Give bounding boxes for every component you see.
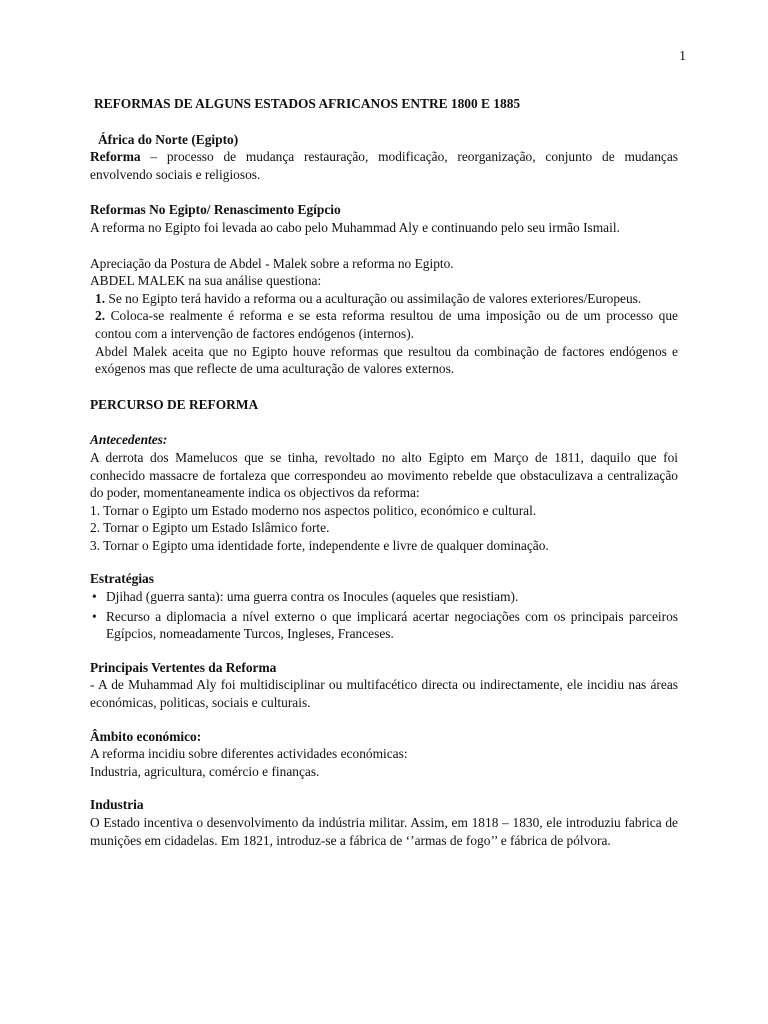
document-body [90, 95, 678, 849]
question-1-text: Se no Egipto terá havido a reforma ou a aculturação ou assimilação de valores exteriores/Europeus. [105, 290, 642, 306]
bullet-text: Djihad (guerra santa): uma guerra contra os Inocules (aqueles que resistiam). [106, 589, 519, 605]
objectivo-item: 2. Tornar o Egipto um Estado Islâmico forte. [90, 520, 330, 536]
document-title: REFORMAS DE ALGUNS ESTADOS AFRICANOS ENTRE 1800 E 1885 [94, 96, 521, 111]
section-heading-industria: Industria [90, 797, 144, 813]
section-heading-reformas-egipto: Reformas No Egipto/ Renascimento Egípcio [90, 202, 341, 218]
ambito-line-1: A reforma incidiu sobre diferentes actividades económicas: [90, 746, 408, 762]
bullet-icon: • [92, 589, 97, 605]
abdel-malek-line: ABDEL MALEK na sua análise questiona: [90, 273, 322, 289]
question-2-number: 2. [95, 308, 106, 324]
section-heading-percurso: PERCURSO DE REFORMA [90, 396, 259, 412]
question-2 [90, 307, 678, 342]
bullet-icon: • [92, 608, 97, 624]
reforma-definition [90, 148, 678, 183]
section-heading-ambito: Âmbito económico: [90, 728, 202, 744]
reformas-egipto-text: A reforma no Egipto foi levada ao cabo pelo Muhammad Aly e continuando pelo seu irmão Ismail. [90, 219, 620, 235]
question-2-text: Coloca-se realmente é reforma e se esta reforma resultou de uma imposição ou de um processo que contou com a intervenção de factores endógenos (internos). [95, 308, 678, 341]
reforma-term: Reforma [90, 149, 141, 165]
bullet-text: Recurso a diplomacia a nível externo o que implicará acertar negociações com os principais parceiros Egípcios, nomeadamente Turcos, Ingleses, Franceses. [106, 608, 678, 642]
page-number: 1 [679, 48, 686, 63]
industria-text: O Estado incentiva o desenvolvimento da indústria militar. Assim, em 1818 – 1830, ele introduziu fabrica de munições em cidadelas. Em 1821, introduz-se a fábrica de ‘’armas de fogo’’ e fábrica de pólvora. [90, 815, 678, 848]
vertentes-text: - A de Muhammad Aly foi multidisciplinar ou multifacético directa ou indirectamente, ele incidiu nas áreas económicas, politicas, sociais e culturais. [90, 677, 678, 711]
reforma-definition-text: – processo de mudança restauração, modificação, reorganização, conjunto de mudanças envolvendo sociais e religiosos. [90, 149, 678, 182]
section-heading-africa-norte: África do Norte (Egipto) [98, 131, 239, 147]
objectivo-item: 3. Tornar o Egipto uma identidade forte, independente e livre de qualquer dominação. [90, 537, 549, 553]
antecedentes-heading: Antecedentes: [90, 432, 168, 448]
ambito-line-2: Industria, agricultura, comércio e finanças. [90, 763, 320, 779]
antecedentes-text: A derrota dos Mamelucos que se tinha, revoltado no alto Egipto em Março de 1811, daquilo que foi conhecido massacre de fortaleza que correspondeu ao movimento rebelde que obstaculizava a centralização do poder, momentaneamente indica os objectivos da reforma: [90, 449, 678, 501]
question-1-number: 1. [95, 290, 106, 306]
question-1 [90, 290, 678, 308]
bullet-item [90, 588, 678, 606]
apreciacao-line: Apreciação da Postura de Abdel - Malek sobre a reforma no Egipto. [90, 255, 454, 271]
section-heading-vertentes: Principais Vertentes da Reforma [90, 659, 277, 675]
bullet-item [90, 608, 678, 643]
apreciacao-conclusion: Abdel Malek aceita que no Egipto houve reformas que resultou da combinação de factores endógenos e exógenos mas que reflecte de uma aculturação de valores externos. [95, 343, 678, 377]
section-heading-estrategias: Estratégias [90, 571, 154, 587]
objectivo-item: 1. Tornar o Egipto um Estado moderno nos aspectos politico, económico e cultural. [90, 502, 537, 518]
